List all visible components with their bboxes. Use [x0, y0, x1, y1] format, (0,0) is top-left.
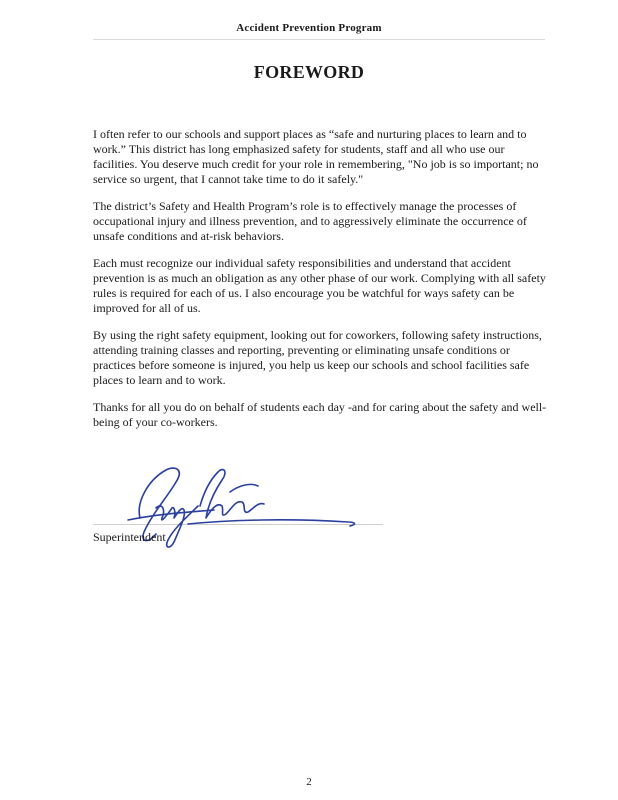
page-number: 2	[306, 776, 312, 788]
paragraph: The district’s Safety and Health Program’s role is to effectively manage the processes of occupational injury and illness prevention, and to aggressively eliminate the occurrence of unsafe conditions and at-risk behaviors.	[93, 199, 527, 243]
page-title: FOREWORD	[253, 62, 365, 82]
header-divider	[93, 39, 545, 40]
foreword-body	[93, 127, 548, 442]
signature-label: Superintendent	[93, 530, 166, 544]
paragraph: Each must recognize our individual safety responsibilities and understand that accident prevention is as much an obligation as any other phase of our work. Complying with all safety rules is required for each of us. I also encourage you be watchful for ways safety can be improved for all of us.	[93, 256, 546, 315]
paragraph: Thanks for all you do on behalf of students each day -and for caring about the safety and well-being of your co-workers.	[93, 400, 547, 429]
paragraph: I often refer to our schools and support places as “safe and nurturing places to learn and to work.” This district has long emphasized safety for students, staff and all who use our facilities. You deserve much credit for your role in remembering, "No job is so important; no service so urgent, that I cannot take time to do it safely."	[93, 127, 539, 186]
paragraph: By using the right safety equipment, looking out for coworkers, following safety instructions, attending training classes and reporting, preventing or eliminating unsafe conditions or practices before someone is injured, you help us keep our schools and school facilities safe places to learn and to work.	[93, 328, 542, 387]
running-header: Accident Prevention Program	[236, 22, 382, 34]
